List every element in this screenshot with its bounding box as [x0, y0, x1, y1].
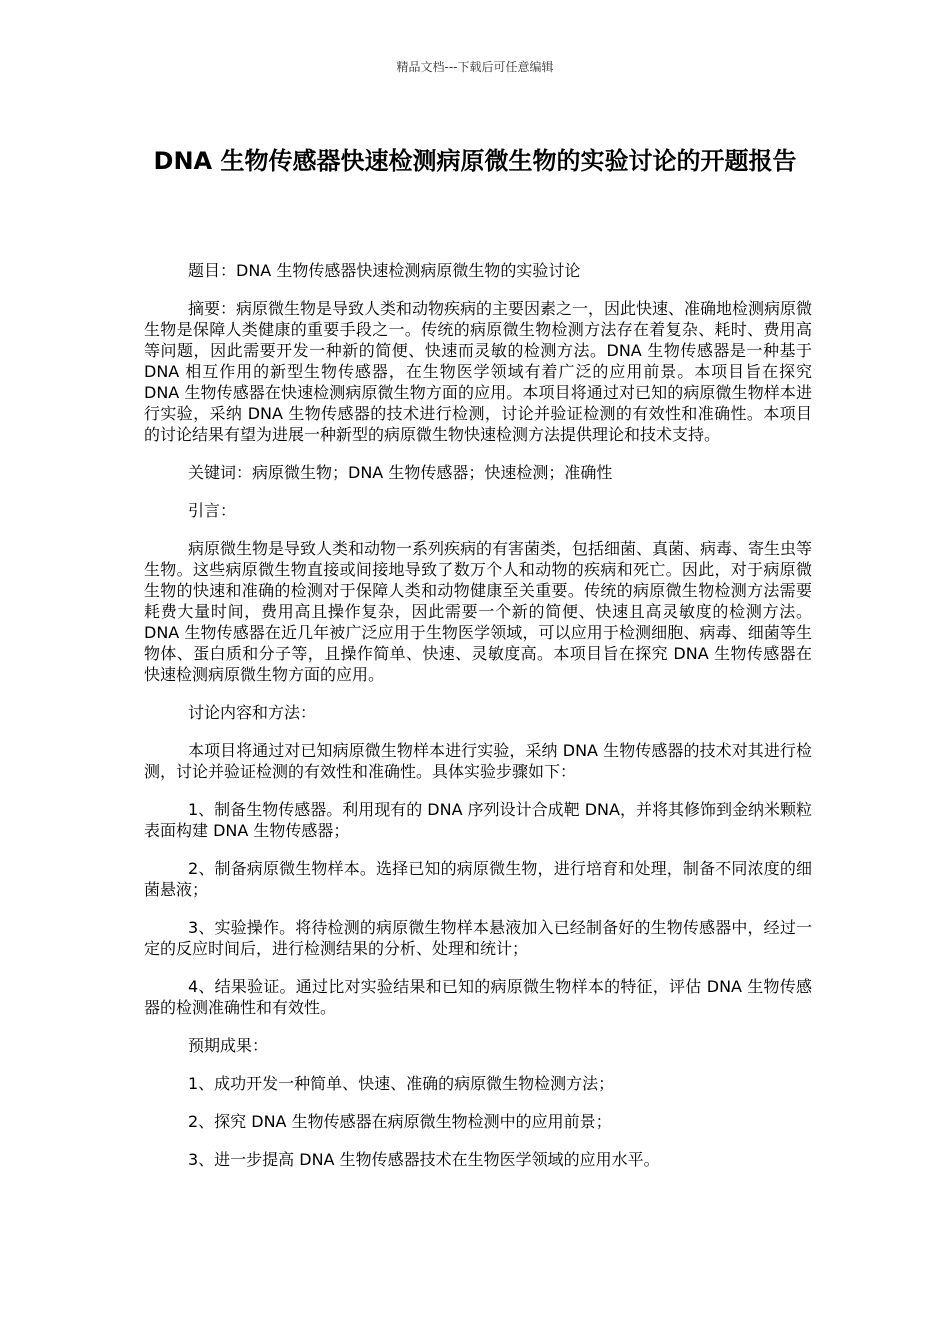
method-step-2: 2、制备病原微生物样本。选择已知的病原微生物，进行培育和处理，制备不同浓度的细菌悬液； [144, 859, 812, 899]
outcome-1: 1、成功开发一种简单、快速、准确的病原微生物检测方法； [188, 1074, 615, 1093]
outcome-2: 2、探究 DNA 生物传感器在病原微生物检测中的应用前景； [188, 1112, 612, 1131]
paragraph-introduction: 病原微生物是导致人类和动物一系列疾病的有害菌类，包括细菌、真菌、病毒、寄生虫等生物。这些病原微生物直接或间接地导致了数万个人和动物的疾病和死亡。因此，对于病原微生物的快速和准确的检测对于保障人类和动物健康至关重要。传统的病原微生物检测方法需要耗费大量时间，费用高且操作复杂，因此需要一个新的简便、快速且高灵敏度的检测方法。DNA 生物传感器在近几年被广泛应用于生物医学领域，可以应用于检测细胞、病毒、细菌等生物体、蛋白质和分子等，且操作简单、快速、灵敏度高。本项目旨在探究 DNA 生物传感器在快速检测病原微生物方面的应用。 [144, 539, 813, 684]
paragraph-keywords: 关键词：病原微生物；DNA 生物传感器；快速检测；准确性 [188, 463, 613, 482]
section-heading-introduction: 引言： [188, 501, 237, 520]
paragraph-topic: 题目：DNA 生物传感器快速检测病原微生物的实验讨论 [188, 261, 581, 280]
outcome-3: 3、进一步提高 DNA 生物传感器技术在生物医学领域的应用水平。 [188, 1150, 660, 1169]
method-step-1: 1、制备生物传感器。利用现有的 DNA 序列设计合成靶 DNA，并将其修饰到金纳米颗粒表面构建 DNA 生物传感器； [144, 800, 812, 840]
document-body [144, 260, 812, 1187]
paragraph-abstract: 摘要：病原微生物是导致人类和动物疾病的主要因素之一，因此快速、准确地检测病原微生物是保障人类健康的重要手段之一。传统的病原微生物检测方法存在着复杂、耗时、费用高等问题，因此需要开发一种新的简便、快速而灵敏的检测方法。DNA 生物传感器是一种基于 DNA 相互作用的新型生物传感器，在生物医学领域有着广泛的应用前景。本项目旨在探究 DNA 生物传感器在快速检测病原微生物方面的应用。本项目将通过对已知的病原微生物样本进行实验，采纳 DNA 生物传感器的技术进行检测，讨论并验证检测的有效性和准确性。本项目的讨论结果有望为进展一种新型的病原微生物快速检测方法提供理论和技术支持。 [144, 299, 813, 444]
method-step-4: 4、结果验证。通过比对实验结果和已知的病原微生物样本的特征，评估 DNA 生物传感器的检测准确性和有效性。 [144, 977, 812, 1017]
paragraph-methods: 本项目将通过对已知病原微生物样本进行实验，采纳 DNA 生物传感器的技术对其进行检测，讨论并验证检测的有效性和准确性。具体实验步骤如下： [144, 741, 812, 781]
section-heading-methods: 讨论内容和方法： [188, 703, 317, 722]
header-note: 精品文档---下载后可任意编辑 [396, 60, 554, 74]
section-heading-outcomes: 预期成果： [188, 1036, 269, 1055]
document-title: DNA 生物传感器快速检测病原微生物的实验讨论的开题报告 [153, 147, 797, 175]
method-step-3: 3、实验操作。将待检测的病原微生物样本悬液加入已经制备好的生物传感器中，经过一定的反应时间后，进行检测结果的分析、处理和统计； [144, 918, 812, 958]
